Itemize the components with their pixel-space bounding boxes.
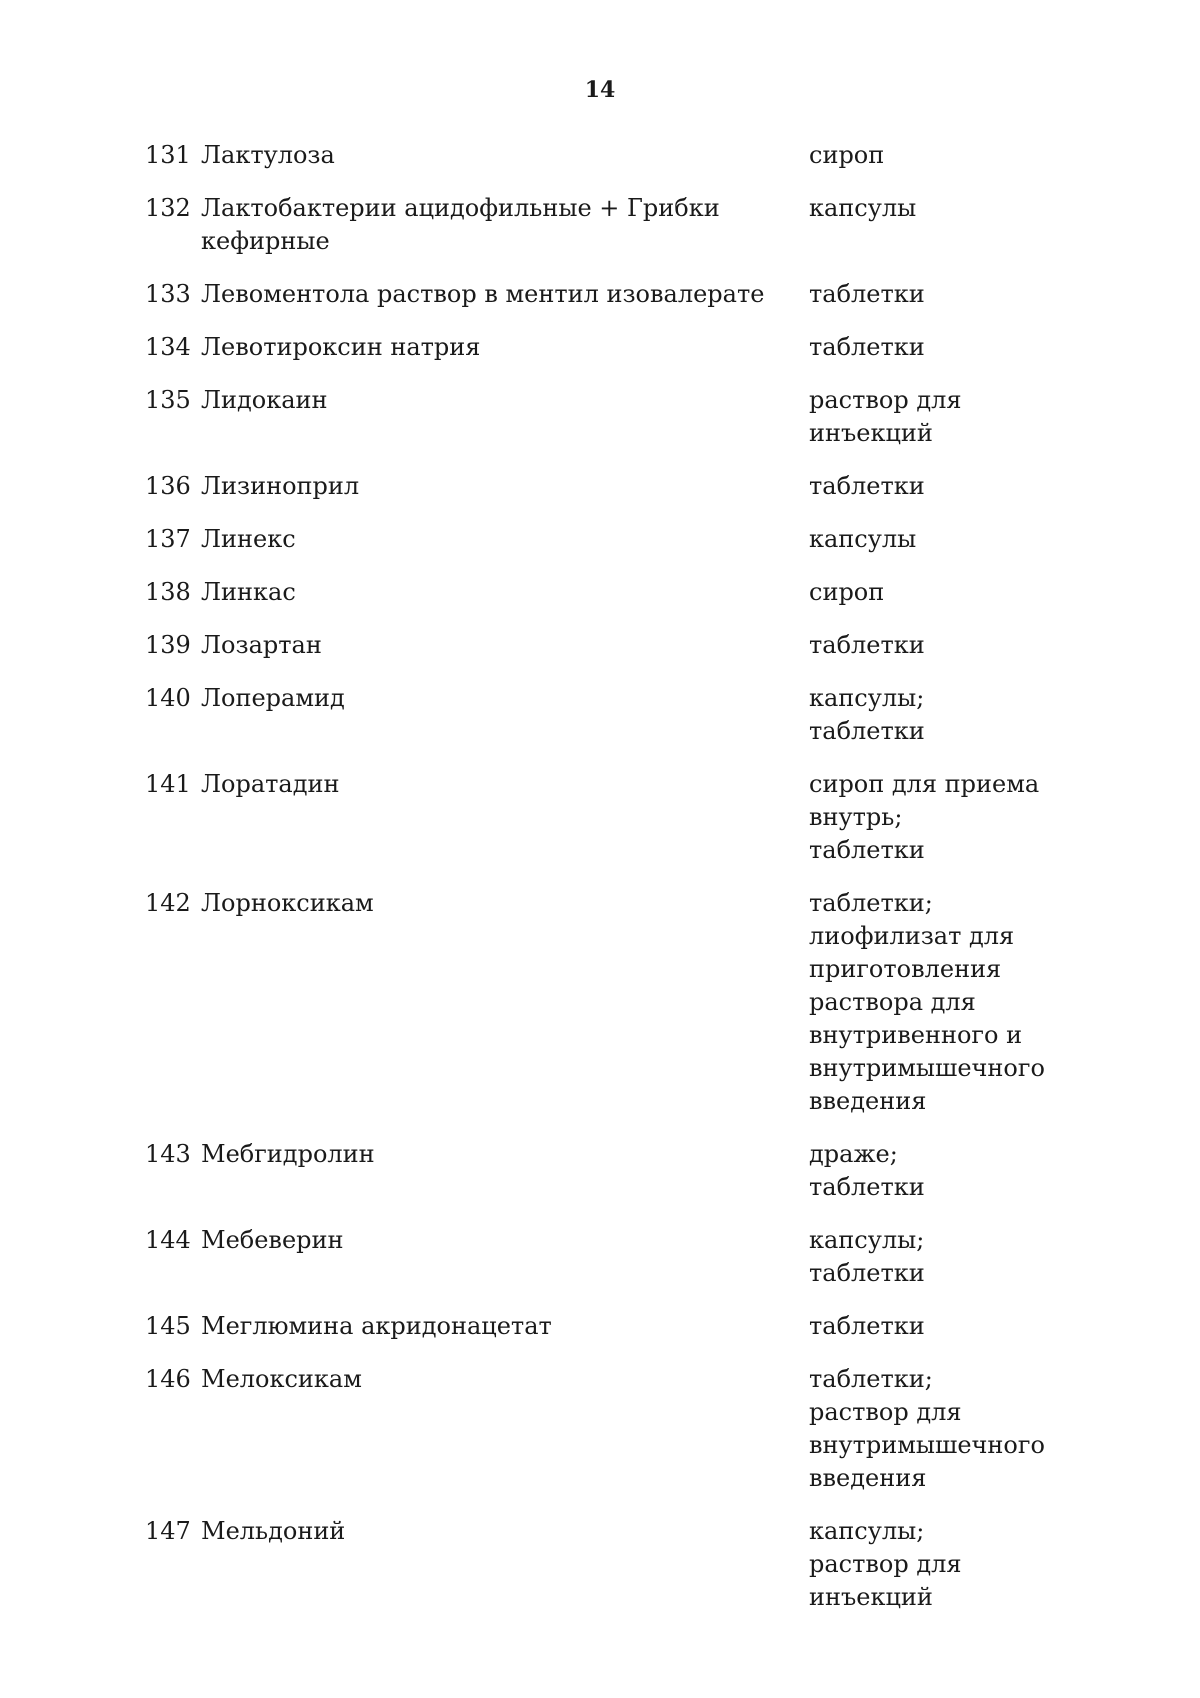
dosage-form-line: внутримышечного — [809, 1054, 1045, 1082]
dosage-form-line: таблетки — [809, 717, 925, 745]
dosage-form-line: капсулы — [809, 194, 917, 222]
item-number: 133 — [145, 280, 191, 308]
list-item — [145, 331, 1095, 364]
list-item — [145, 1138, 1095, 1204]
drug-name: Лидокаин — [201, 386, 328, 414]
dosage-forms — [809, 139, 1095, 172]
drug-list — [145, 139, 1095, 1634]
drug-name: Меглюмина акридонацетат — [201, 1312, 552, 1340]
dosage-form-line: внутривенного и — [809, 1021, 1023, 1049]
dosage-form-line: капсулы; — [809, 684, 925, 712]
dosage-form-line: сироп — [809, 141, 885, 169]
dosage-forms — [809, 1515, 1095, 1614]
dosage-forms — [809, 768, 1095, 867]
item-number: 146 — [145, 1365, 191, 1393]
dosage-forms — [809, 1224, 1095, 1290]
drug-name: Линекс — [201, 525, 296, 553]
dosage-forms — [809, 384, 1095, 450]
drug-name: Мебеверин — [201, 1226, 344, 1254]
dosage-form-line: инъекций — [809, 1583, 933, 1611]
dosage-forms — [809, 523, 1095, 556]
dosage-form-line: таблетки — [809, 280, 925, 308]
drug-name: Левоментола раствор в ментил изовалерате — [201, 280, 765, 308]
list-item — [145, 629, 1095, 662]
dosage-form-line: таблетки; — [809, 889, 933, 917]
dosage-form-line: лиофилизат для — [809, 922, 1015, 950]
dosage-form-line: раствора для — [809, 988, 976, 1016]
dosage-forms — [809, 887, 1095, 1118]
dosage-form-line: таблетки — [809, 836, 925, 864]
item-number: 142 — [145, 889, 191, 917]
dosage-form-line: раствор для — [809, 1550, 962, 1578]
dosage-form-line: сироп — [809, 578, 885, 606]
item-number: 132 — [145, 194, 191, 222]
drug-name: Мелоксикам — [201, 1365, 362, 1393]
drug-name: Лактобактерии ацидофильные + Грибки кефирные — [201, 194, 720, 255]
item-number: 137 — [145, 525, 191, 553]
list-item — [145, 192, 1095, 258]
list-item — [145, 1224, 1095, 1290]
drug-name: Лактулоза — [201, 141, 335, 169]
dosage-forms — [809, 470, 1095, 503]
dosage-forms — [809, 629, 1095, 662]
list-item — [145, 1515, 1095, 1614]
dosage-forms — [809, 1138, 1095, 1204]
dosage-form-line: раствор для — [809, 386, 962, 414]
list-item — [145, 470, 1095, 503]
dosage-form-line: таблетки; — [809, 1365, 933, 1393]
dosage-forms — [809, 1310, 1095, 1343]
list-item — [145, 682, 1095, 748]
dosage-form-line: таблетки — [809, 631, 925, 659]
dosage-forms — [809, 331, 1095, 364]
list-item — [145, 1363, 1095, 1495]
list-item — [145, 1310, 1095, 1343]
dosage-form-line: введения — [809, 1087, 927, 1115]
item-number: 131 — [145, 141, 191, 169]
dosage-form-line: таблетки — [809, 1173, 925, 1201]
item-number: 139 — [145, 631, 191, 659]
dosage-form-line: инъекций — [809, 419, 933, 447]
dosage-forms — [809, 1363, 1095, 1495]
list-item — [145, 384, 1095, 450]
drug-name: Лоратадин — [201, 770, 340, 798]
item-number: 134 — [145, 333, 191, 361]
dosage-form-line: капсулы; — [809, 1226, 925, 1254]
list-item — [145, 278, 1095, 311]
dosage-form-line: раствор для — [809, 1398, 962, 1426]
list-item — [145, 887, 1095, 1118]
list-item — [145, 768, 1095, 867]
item-number: 141 — [145, 770, 191, 798]
dosage-form-line: таблетки — [809, 1312, 925, 1340]
drug-name: Лизиноприл — [201, 472, 360, 500]
item-number: 145 — [145, 1312, 191, 1340]
dosage-form-line: таблетки — [809, 472, 925, 500]
dosage-form-line: таблетки — [809, 333, 925, 361]
list-item — [145, 576, 1095, 609]
item-number: 143 — [145, 1140, 191, 1168]
item-number: 138 — [145, 578, 191, 606]
dosage-form-line: драже; — [809, 1140, 898, 1168]
dosage-form-line: капсулы — [809, 525, 917, 553]
dosage-form-line: сироп для приема — [809, 770, 1040, 798]
dosage-forms — [809, 576, 1095, 609]
item-number: 144 — [145, 1226, 191, 1254]
drug-name: Мебгидролин — [201, 1140, 375, 1168]
list-item — [145, 523, 1095, 556]
dosage-form-line: капсулы; — [809, 1517, 925, 1545]
drug-name: Мельдоний — [201, 1517, 346, 1545]
drug-name: Левотироксин натрия — [201, 333, 481, 361]
dosage-forms — [809, 682, 1095, 748]
dosage-forms — [809, 192, 1095, 258]
item-number: 135 — [145, 386, 191, 414]
dosage-forms — [809, 278, 1095, 311]
drug-name: Лорноксикам — [201, 889, 374, 917]
drug-name: Лозартан — [201, 631, 322, 659]
drug-name: Лоперамид — [201, 684, 345, 712]
item-number: 147 — [145, 1517, 191, 1545]
dosage-form-line: введения — [809, 1464, 927, 1492]
dosage-form-line: внутримышечного — [809, 1431, 1045, 1459]
list-item — [145, 139, 1095, 172]
item-number: 140 — [145, 684, 191, 712]
item-number: 136 — [145, 472, 191, 500]
drug-name: Линкас — [201, 578, 296, 606]
dosage-form-line: внутрь; — [809, 803, 903, 831]
dosage-form-line: таблетки — [809, 1259, 925, 1287]
page-number: 14 — [584, 77, 616, 103]
dosage-form-line: приготовления — [809, 955, 1002, 983]
